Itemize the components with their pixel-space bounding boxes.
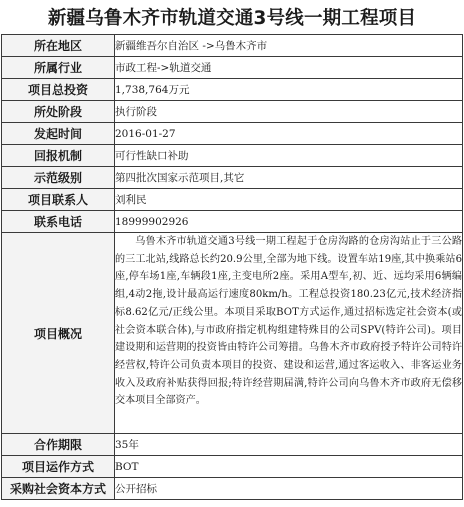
row-label-industry: 所属行业 (2, 57, 115, 79)
row-value-overview: 乌鲁木齐市轨道交通3号线一期工程起于仓房沟路的仓房沟站止于三公路的三工北站,线路总长约20.9公里,全部为地下线。设置车站19座,其中换乘站6座,停车场1座,车辆段1座,主变电所2座。采用A型车,初、近、远均采用6辆编组,4动2拖,设计最高运行速度80km/h。工程总投资180.23亿元,技术经济指标8.62亿元/正线公里。本项目采取BOT方式运作,通过招标选定社会资本(或社会资本联合体),与市政府指定机构组建特殊目的公司SPV(特许公司)。项目建设期和运营期的投资皆由特许公司筹措。乌鲁木齐市政府授予特许公司特许经营权,特许公司负责本项目的投资、建设和运营,通过客运收入、非客运业务收入及政府补贴获得回报;特许经营期届满,特许公司向乌鲁木齐市政府无偿移交本项目全部资产。 (115, 233, 463, 434)
row-value-return-mechanism: 可行性缺口补助 (115, 145, 463, 167)
row-label-procurement: 采购社会资本方式 (2, 478, 115, 500)
row-label-overview: 项目概况 (2, 233, 115, 434)
table-row (2, 145, 463, 167)
row-value-phone: 18999902926 (115, 211, 463, 233)
row-label-total-investment: 项目总投资 (2, 79, 115, 101)
row-value-stage: 执行阶段 (115, 101, 463, 123)
row-label-return-mechanism: 回报机制 (2, 145, 115, 167)
table-row (2, 35, 463, 57)
row-label-phone: 联系电话 (2, 211, 115, 233)
row-label-region: 所在地区 (2, 35, 115, 57)
table-row (2, 478, 463, 500)
row-value-industry: 市政工程->轨道交通 (115, 57, 463, 79)
table-row (2, 211, 463, 233)
row-label-start-date: 发起时间 (2, 123, 115, 145)
row-value-start-date: 2016-01-27 (115, 123, 463, 145)
row-value-demo-level: 第四批次国家示范项目,其它 (115, 167, 463, 189)
row-value-term: 35年 (115, 434, 463, 456)
row-label-term: 合作期限 (2, 434, 115, 456)
row-value-region: 新疆维吾尔自治区 ->乌鲁木齐市 (115, 35, 463, 57)
table-row (2, 167, 463, 189)
row-label-demo-level: 示范级别 (2, 167, 115, 189)
table-row (2, 101, 463, 123)
table-row (2, 456, 463, 478)
table-row (2, 233, 463, 434)
table-row (2, 434, 463, 456)
table-row (2, 79, 463, 101)
page-title: 新疆乌鲁木齐市轨道交通3号线一期工程项目 (47, 8, 417, 29)
project-info-table (1, 34, 463, 500)
row-value-procurement: 公开招标 (115, 478, 463, 500)
row-value-total-investment: 1,738,764万元 (115, 79, 463, 101)
table-row (2, 57, 463, 79)
table-row (2, 123, 463, 145)
row-value-contact-person: 刘利民 (115, 189, 463, 211)
row-value-operation-mode: BOT (115, 456, 463, 478)
row-label-stage: 所处阶段 (2, 101, 115, 123)
row-label-contact-person: 项目联系人 (2, 189, 115, 211)
row-label-operation-mode: 项目运作方式 (2, 456, 115, 478)
table-row (2, 189, 463, 211)
